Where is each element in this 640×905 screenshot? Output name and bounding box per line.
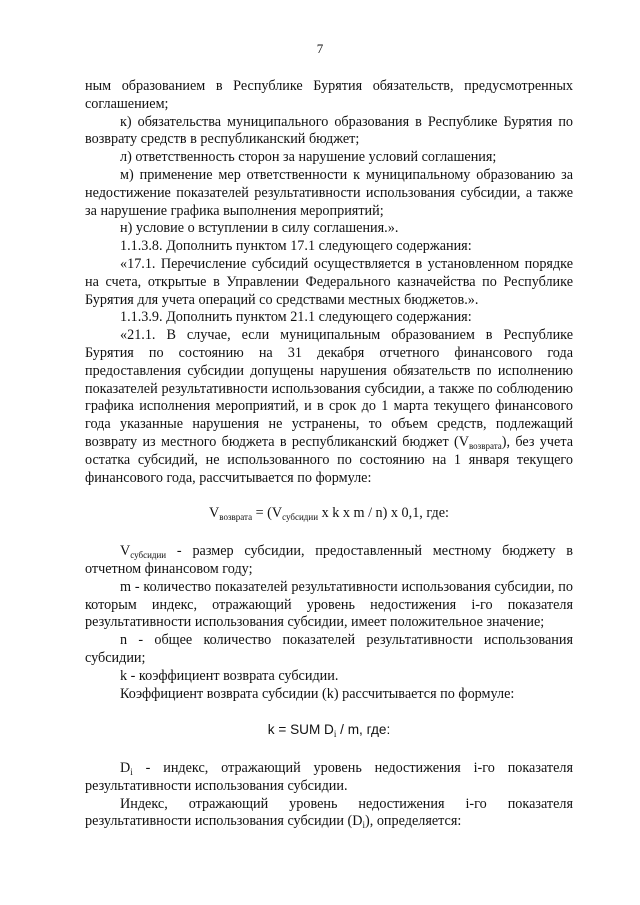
list-item-n: н) условие о вступлении в силу соглашения.». [120, 220, 399, 237]
definition-m: m - количество показателей результативности использования субсидии, по которым индекс, отражающий уровень недостижения i-го показателя результативности использования субсидии, имеет положительное значение; [85, 578, 573, 631]
clause-17-1-text: «17.1. Перечисление субсидий осуществляется в установленном порядке на счета, открытые в Управлении Федерального казначейства по Республике Бурятия для учета операций со средствами местных бюджетов.». [85, 255, 573, 308]
clause-1-1-3-9: 1.1.3.9. Дополнить пунктом 21.1 следующего содержания: [120, 309, 472, 326]
clause-1-1-3-8: 1.1.3.8. Дополнить пунктом 17.1 следующего содержания: [120, 238, 472, 255]
definition-k: k - коэффициент возврата субсидии. [120, 667, 339, 684]
list-item-k: к) обязательства муниципального образования в Республике Бурятия по возврату средств в республиканский бюджет; [85, 113, 573, 148]
definition-n: n - общее количество показателей результативности использования субсидии; [85, 632, 573, 666]
formula-k: k = SUM $D_i$ / m, где: [267, 722, 391, 740]
paragraph-continuation: ным образованием в Республике Бурятия обязательств, предусмотренных соглашением; [85, 78, 573, 112]
page-number: 7 [316, 41, 324, 56]
document-body [85, 78, 573, 831]
v-return-subscript: возврата [468, 440, 502, 451]
list-item-l: л) ответственность сторон за нарушение условий соглашения; [120, 149, 497, 166]
list-item-m: м) применение мер ответственности к муниципальному образованию за недостижение показателей результативности использования субсидии, а также за нарушение графика выполнения мероприятий; [85, 166, 573, 219]
index-d-i-intro: Индекс, отражающий уровень недостижения i-го показателя результативности использования субсидии $(D_i)$, определяется: [85, 795, 573, 831]
clause-21-1-part-b: ), без учета остатка субсидий, не использованного по состоянию на 1 января текущего финансового года, рассчитывается по формуле: [85, 433, 574, 486]
clause-21-1-text [85, 327, 573, 487]
definition-d-i: $D_i$ - индекс, отражающий уровень недостижения i-го показателя результативности использования субсидии. [85, 760, 573, 794]
formula-v-return: $V_{возврата} = (V_{субсидии}$ x k x m / n) x 0,1, где: [209, 505, 449, 523]
clause-21-1-part-a: «21.1. В случае, если муниципальным образованием в Республике Бурятия по состоянию на 31 декабря отчетного финансового года предоставления субсидии допущены нарушения обязательств по исполнению показателей результативности использования субсидии, а также по соблюдению графика исполнения мероприятий, и в срок до 1 марта текущего финансового года указанные нарушения не устранены, то объем средств, подлежащий возврату из местного бюджета в республиканский бюджет (V [85, 327, 573, 450]
definition-v-subsidy: $V_{субсидии}$ - размер субсидии, предоставленный местному бюджету в отчетном финансовом году; [85, 543, 573, 577]
formula-k-intro: Коэффициент возврата субсидии (k) рассчитывается по формуле: [120, 685, 515, 702]
